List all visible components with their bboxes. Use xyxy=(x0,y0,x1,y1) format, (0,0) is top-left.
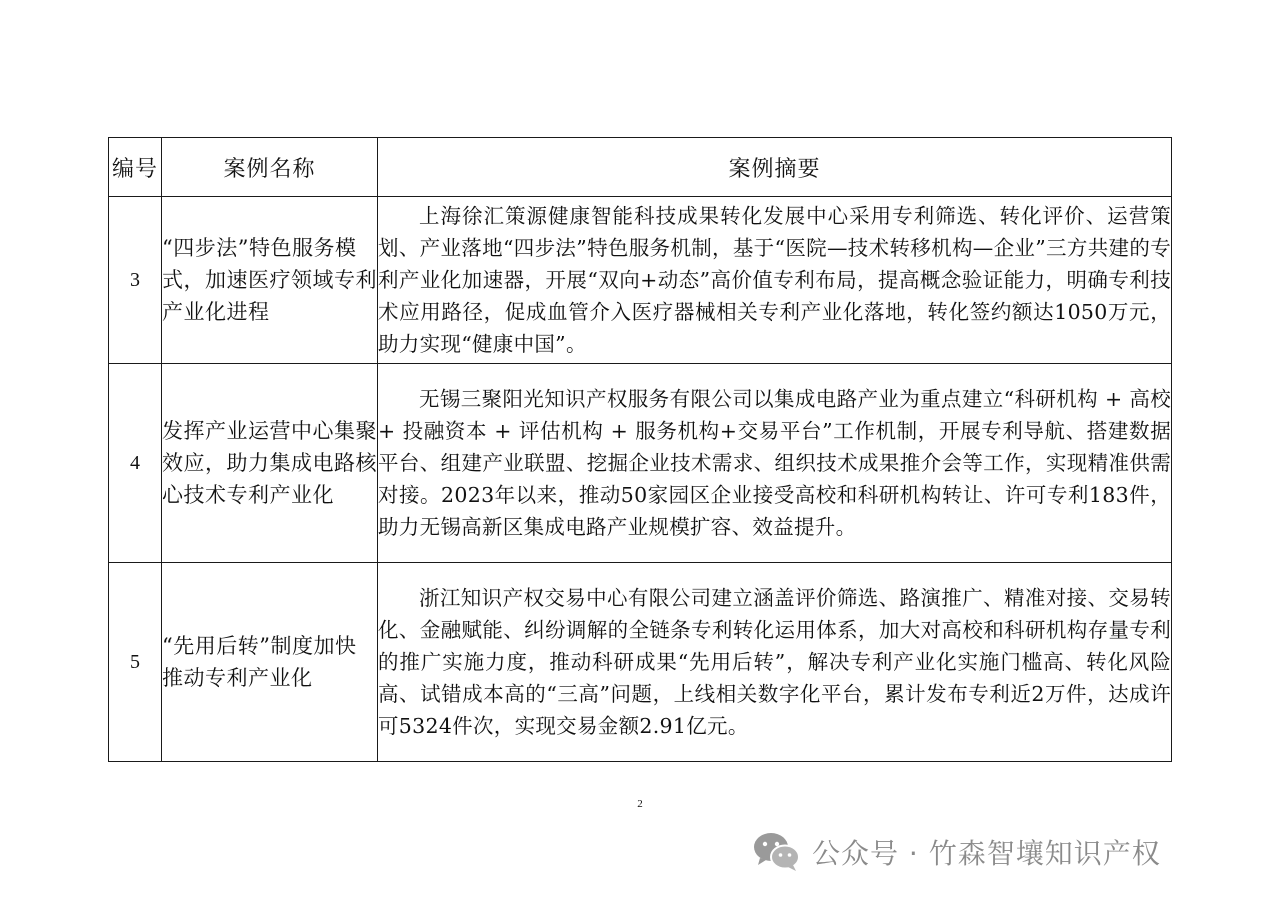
table-row xyxy=(109,197,1172,364)
case-number: 5 xyxy=(109,563,162,762)
case-name: “四步法”特色服务模式，加速医疗领域专利产业化进程 xyxy=(162,197,378,364)
header-name: 案例名称 xyxy=(162,138,378,197)
wechat-icon xyxy=(752,831,802,873)
case-summary: 上海徐汇策源健康智能科技成果转化发展中心采用专利筛选、转化评价、运营策划、产业落地“四步法”特色服务机制，基于“医院—技术转移机构—企业”三方共建的专利产业化加速器，开展“双向+动态”高价值专利布局，提高概念验证能力，明确专利技术应用路径，促成血管介入医疗器械相关专利产业化落地，转化签约额达1050万元，助力实现“健康中国”。 xyxy=(378,197,1172,364)
table-header-row xyxy=(109,138,1172,197)
page-number: 2 xyxy=(637,798,643,810)
case-number: 4 xyxy=(109,364,162,563)
watermark xyxy=(752,830,1161,874)
case-name: “先用后转”制度加快推动专利产业化 xyxy=(162,563,378,762)
case-table xyxy=(108,137,1172,762)
table-row xyxy=(109,563,1172,762)
case-name: 发挥产业运营中心集聚效应，助力集成电路核心技术专利产业化 xyxy=(162,364,378,563)
table-row xyxy=(109,364,1172,563)
case-number: 3 xyxy=(109,197,162,364)
watermark-text: 公众号 · 竹森智壤知识产权 xyxy=(812,837,1161,870)
case-summary: 浙江知识产权交易中心有限公司建立涵盖评价筛选、路演推广、精准对接、交易转化、金融赋能、纠纷调解的全链条专利转化运用体系，加大对高校和科研机构存量专利的推广实施力度，推动科研成果“先用后转”，解决专利产业化实施门槛高、转化风险高、试错成本高的“三高”问题，上线相关数字化平台，累计发布专利近2万件，达成许可5324件次，实现交易金额2.91亿元。 xyxy=(378,563,1172,762)
header-number: 编号 xyxy=(109,138,162,197)
header-summary: 案例摘要 xyxy=(378,138,1172,197)
case-summary: 无锡三聚阳光知识产权服务有限公司以集成电路产业为重点建立“科研机构 + 高校 + 投融资本 + 评估机构 + 服务机构+交易平台”工作机制，开展专利导航、搭建数据平台、组建产业联盟、挖掘企业技术需求、组织技术成果推介会等工作，实现精准供需对接。2023年以来，推动50家园区企业接受高校和科研机构转让、许可专利183件，助力无锡高新区集成电路产业规模扩容、效益提升。 xyxy=(378,364,1172,563)
